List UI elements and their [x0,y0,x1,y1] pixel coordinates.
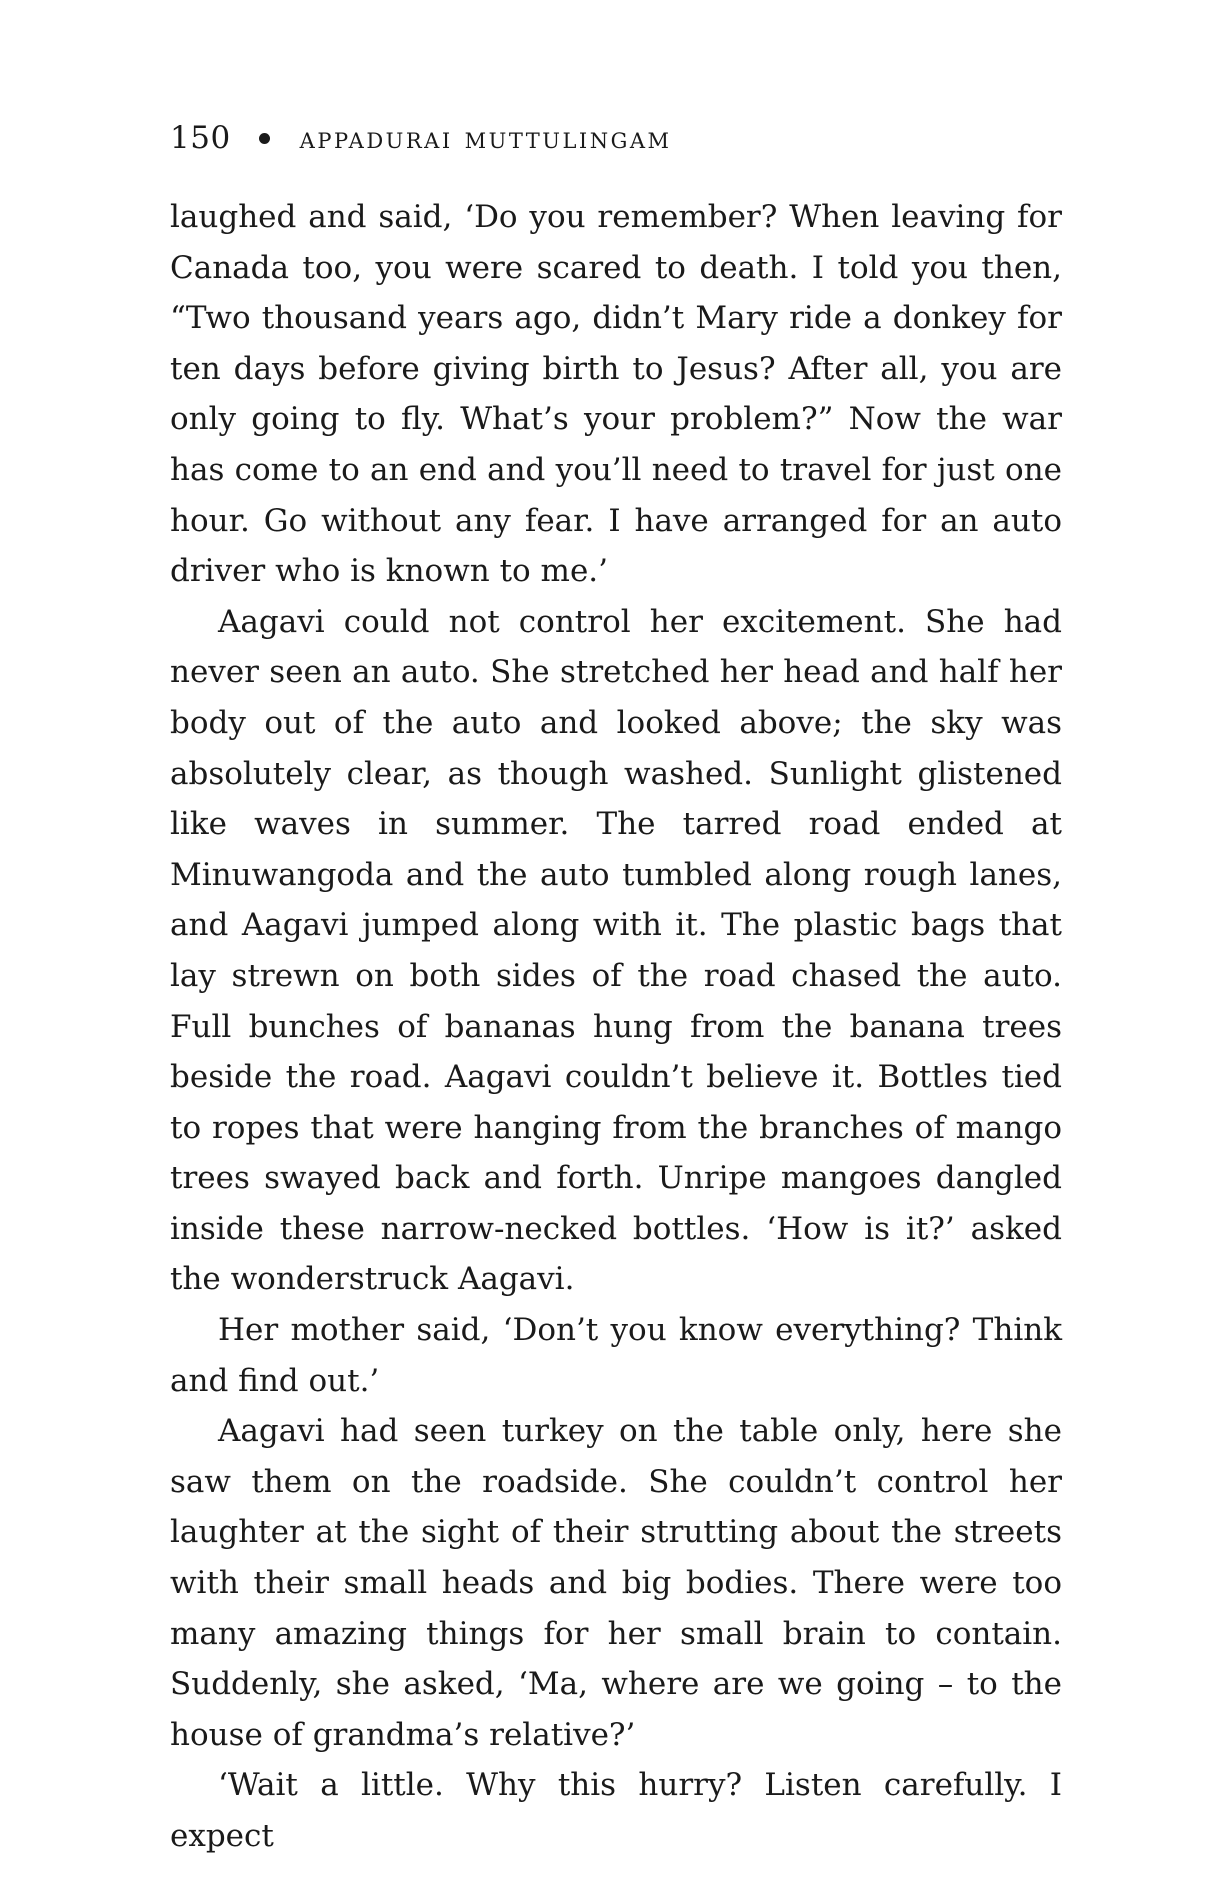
page-number: 150 [170,120,231,156]
running-head [170,118,672,158]
bullet-separator [259,133,270,144]
paragraph-continued: laughed and said, ‘Do you remember? When leaving for Canada too, you were scared to death. I told you then, “Two thousand years ago, didn’t Mary ride a donkey for ten days before giving birth to Jesus? After all, you are only going to fly. What’s your problem?” Now the war has come to an end and you’ll need to travel for just one hour. Go without any fear. I have arranged for an auto driver who is known to me.’ [170,199,1062,590]
paragraph: Aagavi had seen turkey on the table only, here she saw them on the roadside. She couldn’t control her laughter at the sight of their strutting about the streets with their small heads and big bodies. There were too many amazing things for her small brain to contain. Suddenly, she asked, ‘Ma, where are we going – to the house of grandma’s relative?’ [170,1413,1062,1753]
paragraph: Her mother said, ‘Don’t you know everything? Think and find out.’ [170,1312,1062,1399]
body-text [170,192,1062,1862]
paragraph: Aagavi could not control her excitement. She had never seen an auto. She stretched her head and half her body out of the auto and looked above; the sky was absolutely clear, as though washed. Sunlight glistened like waves in summer. The tarred road ended at Minuwangoda and the auto tumbled along rough lanes, and Aagavi jumped along with it. The plastic bags that lay strewn on both sides of the road chased the auto. Full bunches of bananas hung from the banana trees beside the road. Aagavi couldn’t believe it. Bottles tied to ropes that were hanging from the branches of mango trees swayed back and forth. Unripe mangoes dangled inside these narrow-necked bottles. ‘How is it?’ asked the wonderstruck Aagavi. [170,603,1062,1298]
author-name: appadurai muttulingam [299,120,672,156]
paragraph: ‘Wait a little. Why this hurry? Listen carefully. I expect [170,1767,1062,1854]
book-page [170,0,1062,1878]
